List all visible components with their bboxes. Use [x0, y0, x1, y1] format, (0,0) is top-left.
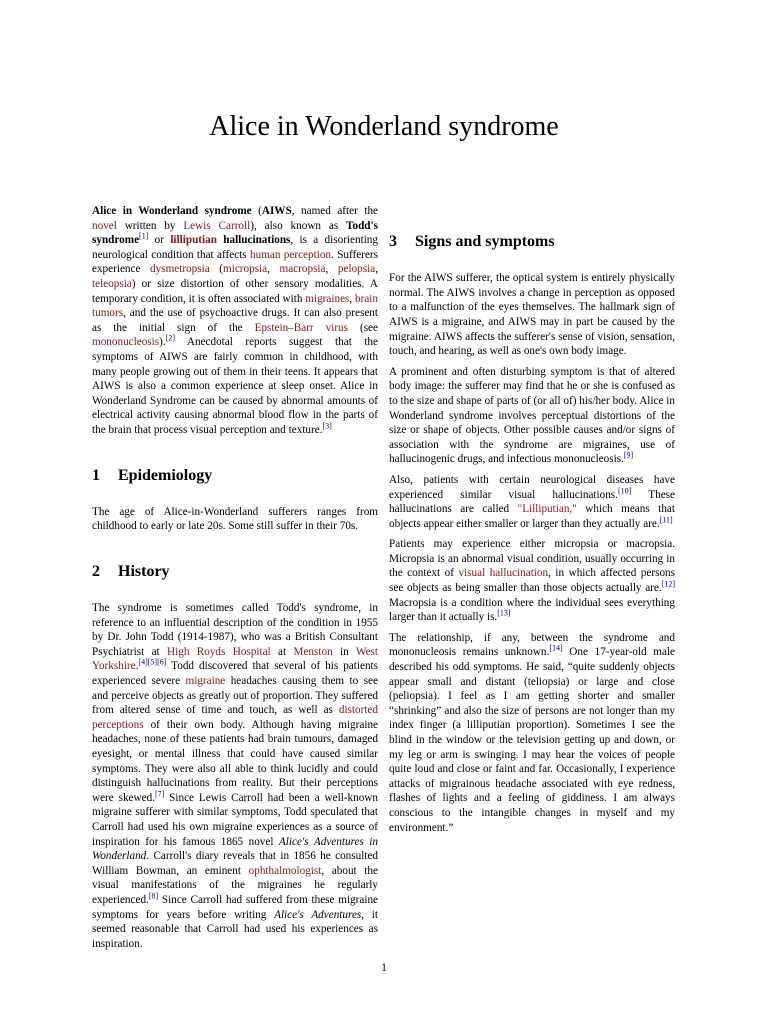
text: Patients may experience either micropsia or macropsia. Micropsia is an abnormal visual condition, usually occurring in the context of [389, 538, 675, 580]
link-west-yorkshire[interactable]: West Yorkshire [92, 645, 378, 673]
italic-title: Alice's Adventures in Wonderland [92, 835, 378, 863]
link-mononucleosis[interactable]: mononucleosis [92, 336, 160, 349]
link-high-royds-hospital[interactable]: High Royds Hospital [167, 645, 271, 658]
text: . Sufferers experience [92, 248, 378, 276]
text: A prominent and often disturbing symptom is that of altered body image: the sufferer may find that he or she is confused as to the size and shape of parts of (or all of) his/her body. Alice in Wonderland syndrome involves perceptual distortions of the size or shape of objects. Other possible causes and/or signs of association with the syndrome are migraines, use of hallucinogenic drugs, and infectious mononucleosis. [389, 365, 675, 466]
link-micropsia[interactable]: micropsia [223, 263, 268, 276]
page-number: 1 [381, 960, 387, 974]
text: , it seemed reasonable that Carroll had used his experiences as inspiration. [92, 908, 378, 950]
text: , in which affected persons see objects as being smaller than those objects actually are. [389, 567, 675, 595]
text: at [270, 645, 294, 658]
text: . Carroll's diary reveals that in 1856 he consulted William Bowman, an eminent [92, 850, 378, 877]
citation-link[interactable]: [1] [139, 231, 149, 241]
text: (see [348, 321, 378, 334]
link-dysmetropsia[interactable]: dysmetropsia [150, 263, 210, 276]
text: Macropsia is a condition where the individual sees everything larger than it actually is. [389, 596, 675, 624]
section-title: Signs and symptoms [415, 233, 555, 250]
text: of their own body. Although having migraine headaches, none of these patients had brain tumours, damaged eyesight, or mental illness that could have caused similar symptoms. They were also all able to think lucidly and could distinguish hallucinations from reality. But their perceptions were skewed. [92, 718, 378, 804]
link-menston[interactable]: Menston [293, 645, 333, 658]
right-column [389, 204, 675, 841]
link-brain-tumors[interactable]: brain tumors [92, 292, 379, 320]
text: Anecdotal reports suggest that the symptoms of AIWS are fairly common in childhood, with many people growing out of them in their teens. It appears that AIWS is also a common experience at sleep onset. Alice in Wonderland Syndrome can be caused by abnormal amounts of electrical activity causing abnormal blood flow in the parts of the brain that process visual perception and texture. [92, 336, 378, 436]
italic-title: Alice's Adventures [274, 908, 362, 921]
citation[interactable] [138, 658, 166, 667]
text: , and the use of psychoactive drugs. It can also present as the initial sign of the [92, 307, 378, 334]
link-migraines[interactable]: migraines [305, 292, 350, 305]
text: The syndrome is sometimes called Todd's syndrome, in reference to an influential description of the condition in 1955 by Dr. John Todd (1914-1987), who was a British Consultant Psychiatrist at [92, 602, 378, 658]
text: Todd discovered that several of his patients experienced severe [92, 660, 378, 688]
citation[interactable] [497, 609, 510, 618]
citation[interactable] [149, 891, 158, 900]
link-pelopsia[interactable]: pelopsia [337, 263, 376, 276]
text: Also, patients with certain neurological diseases have experienced similar visual hallucinations. [389, 473, 675, 501]
intro-paragraph [92, 204, 378, 438]
section-heading-epidemiology [92, 466, 378, 485]
citation-link[interactable]: [13] [497, 608, 511, 618]
left-column [92, 204, 378, 957]
text: , [349, 292, 356, 305]
link-teleopsia[interactable]: teleopsia [92, 277, 132, 290]
citation[interactable] [660, 515, 673, 524]
link-lilliputian-quoted[interactable]: "Lilliputian," [517, 503, 577, 516]
text: Since Lewis Carroll had been a well-known migraine sufferer with similar symptoms, Todd speculated that Carroll had used his own migraine experiences as a source of inspiration for his famous 1865 novel [92, 791, 378, 848]
section-title: History [118, 562, 170, 580]
text: , [375, 263, 378, 276]
text: The relationship, if any, between the syndrome and mononucleosis remains unknown. [389, 631, 675, 659]
text: One 17-year-old male described his odd symptoms. He said, “quite suddenly objects appear small and distant (teliopsia) or large and close (peliopsia). I feel as I am getting shorter and smaller “shrinking” and also the size of persons are not longer than my index finger (a lilliputian proportion). Sometimes I see the blind in the window or the television getting up and down, or my leg or arm is swinging. I may hear the voices of people quite loud and close or faint and far. Occasionally, I experience attacks of migrainous headache associated with eye redness, flashes of lights and a feeling of giddiness. I am always conscious to the intangible changes in myself and my environment.” [389, 646, 675, 834]
text: ( [251, 205, 262, 217]
citation[interactable] [323, 421, 332, 430]
section-number: 3 [389, 233, 397, 250]
text: ) or size distortion of other sensory modalities. A temporary condition, it is often associated with [92, 277, 378, 305]
link-migraine[interactable]: migraine [185, 675, 226, 688]
citation[interactable] [624, 451, 633, 460]
link-human-perception[interactable]: human perception [250, 248, 332, 261]
signs-paragraph [389, 473, 675, 531]
text: These hallucinations are called [389, 488, 675, 516]
text: ( [209, 263, 224, 276]
citation-link[interactable]: [12] [661, 579, 675, 589]
signs-paragraph: For the AIWS sufferer, the optical system is entirely physically normal. The AIWS involves a change in perception as opposed to a malfunction of the eyes themselves. The hallmark sign of AIWS is a migraine, and AIWS may in part be caused by the migraine. AIWS affects the sufferer's sense of vision, sensation, touch, and hearing, as well as one's own body image. [389, 272, 675, 358]
text: Since Carroll had suffered from these migraine symptoms for years before writing [92, 893, 378, 921]
link-distorted-perceptions[interactable]: distorted perceptions [92, 704, 378, 731]
link-ophthalmologist[interactable]: ophthalmologist [248, 864, 322, 877]
history-paragraph [92, 601, 378, 951]
signs-paragraph [389, 365, 675, 467]
section-number: 2 [92, 562, 100, 580]
page-title: Alice in Wonderland syndrome [209, 111, 559, 142]
citation-link[interactable]: [8] [148, 891, 159, 901]
link-epstein-barr-virus[interactable]: Epstein–Barr virus [254, 321, 348, 334]
text: , about the visual manifestations of the migraines he regularly experienced. [92, 864, 378, 906]
text: , [267, 263, 280, 276]
text: , [325, 263, 338, 276]
section-number: 1 [92, 466, 100, 484]
text: , named after the [291, 205, 379, 217]
link-macropsia[interactable]: macropsia [279, 263, 326, 276]
section-heading-history [92, 562, 378, 581]
signs-paragraph [389, 631, 675, 835]
text: or [148, 234, 171, 247]
citation[interactable] [618, 486, 631, 495]
section-title: Epidemiology [118, 466, 213, 484]
bold-term: AIWS [261, 205, 292, 217]
citation-link[interactable]: [10] [617, 485, 632, 495]
section-heading-signs [389, 232, 675, 251]
citation[interactable] [139, 231, 148, 240]
citation-link[interactable]: [4][5][6] [138, 657, 167, 667]
citation[interactable] [549, 644, 562, 653]
citation-link[interactable]: [14] [549, 643, 563, 653]
text: headaches causing them to see and perceive objects as greatly out of proportion. They suffered from altered sense of time and touch, as well as [92, 675, 378, 717]
link-lewis-carroll[interactable]: Lewis Carroll [183, 219, 251, 232]
epidemiology-paragraph: The age of Alice-in-Wonderland sufferers ranges from childhood to early or late 20s. Some still suffer in their 70s. [92, 505, 378, 533]
link-novel[interactable]: novel [92, 219, 117, 232]
citation-link[interactable]: [9] [623, 450, 634, 460]
text: , is a disorienting neurological condition that affects [92, 234, 378, 261]
citation-link[interactable]: [2] [165, 333, 175, 343]
text: . [135, 660, 139, 673]
bold-term-text: hallucinations [216, 234, 291, 247]
text: ). [159, 336, 166, 349]
citation[interactable] [166, 334, 175, 343]
citation-link[interactable]: [11] [659, 514, 673, 524]
citation-link[interactable]: [7] [154, 789, 165, 799]
citation-link[interactable]: [3] [322, 421, 332, 431]
bold-term [170, 234, 290, 246]
link-lilliputian[interactable]: lilliputian [170, 234, 217, 247]
signs-paragraph [389, 537, 675, 625]
text: which means that objects appear either smaller or larger than they actually are. [389, 503, 675, 530]
citation[interactable] [155, 789, 164, 798]
text: written by [116, 219, 184, 232]
link-visual-hallucination[interactable]: visual hallucination [458, 567, 549, 580]
bold-term: Alice in Wonderland syndrome [92, 205, 252, 217]
citation[interactable] [662, 579, 675, 588]
text: in [332, 645, 356, 658]
text: ), also known as [250, 219, 347, 232]
bold-term: Todd's syndrome [92, 219, 378, 247]
